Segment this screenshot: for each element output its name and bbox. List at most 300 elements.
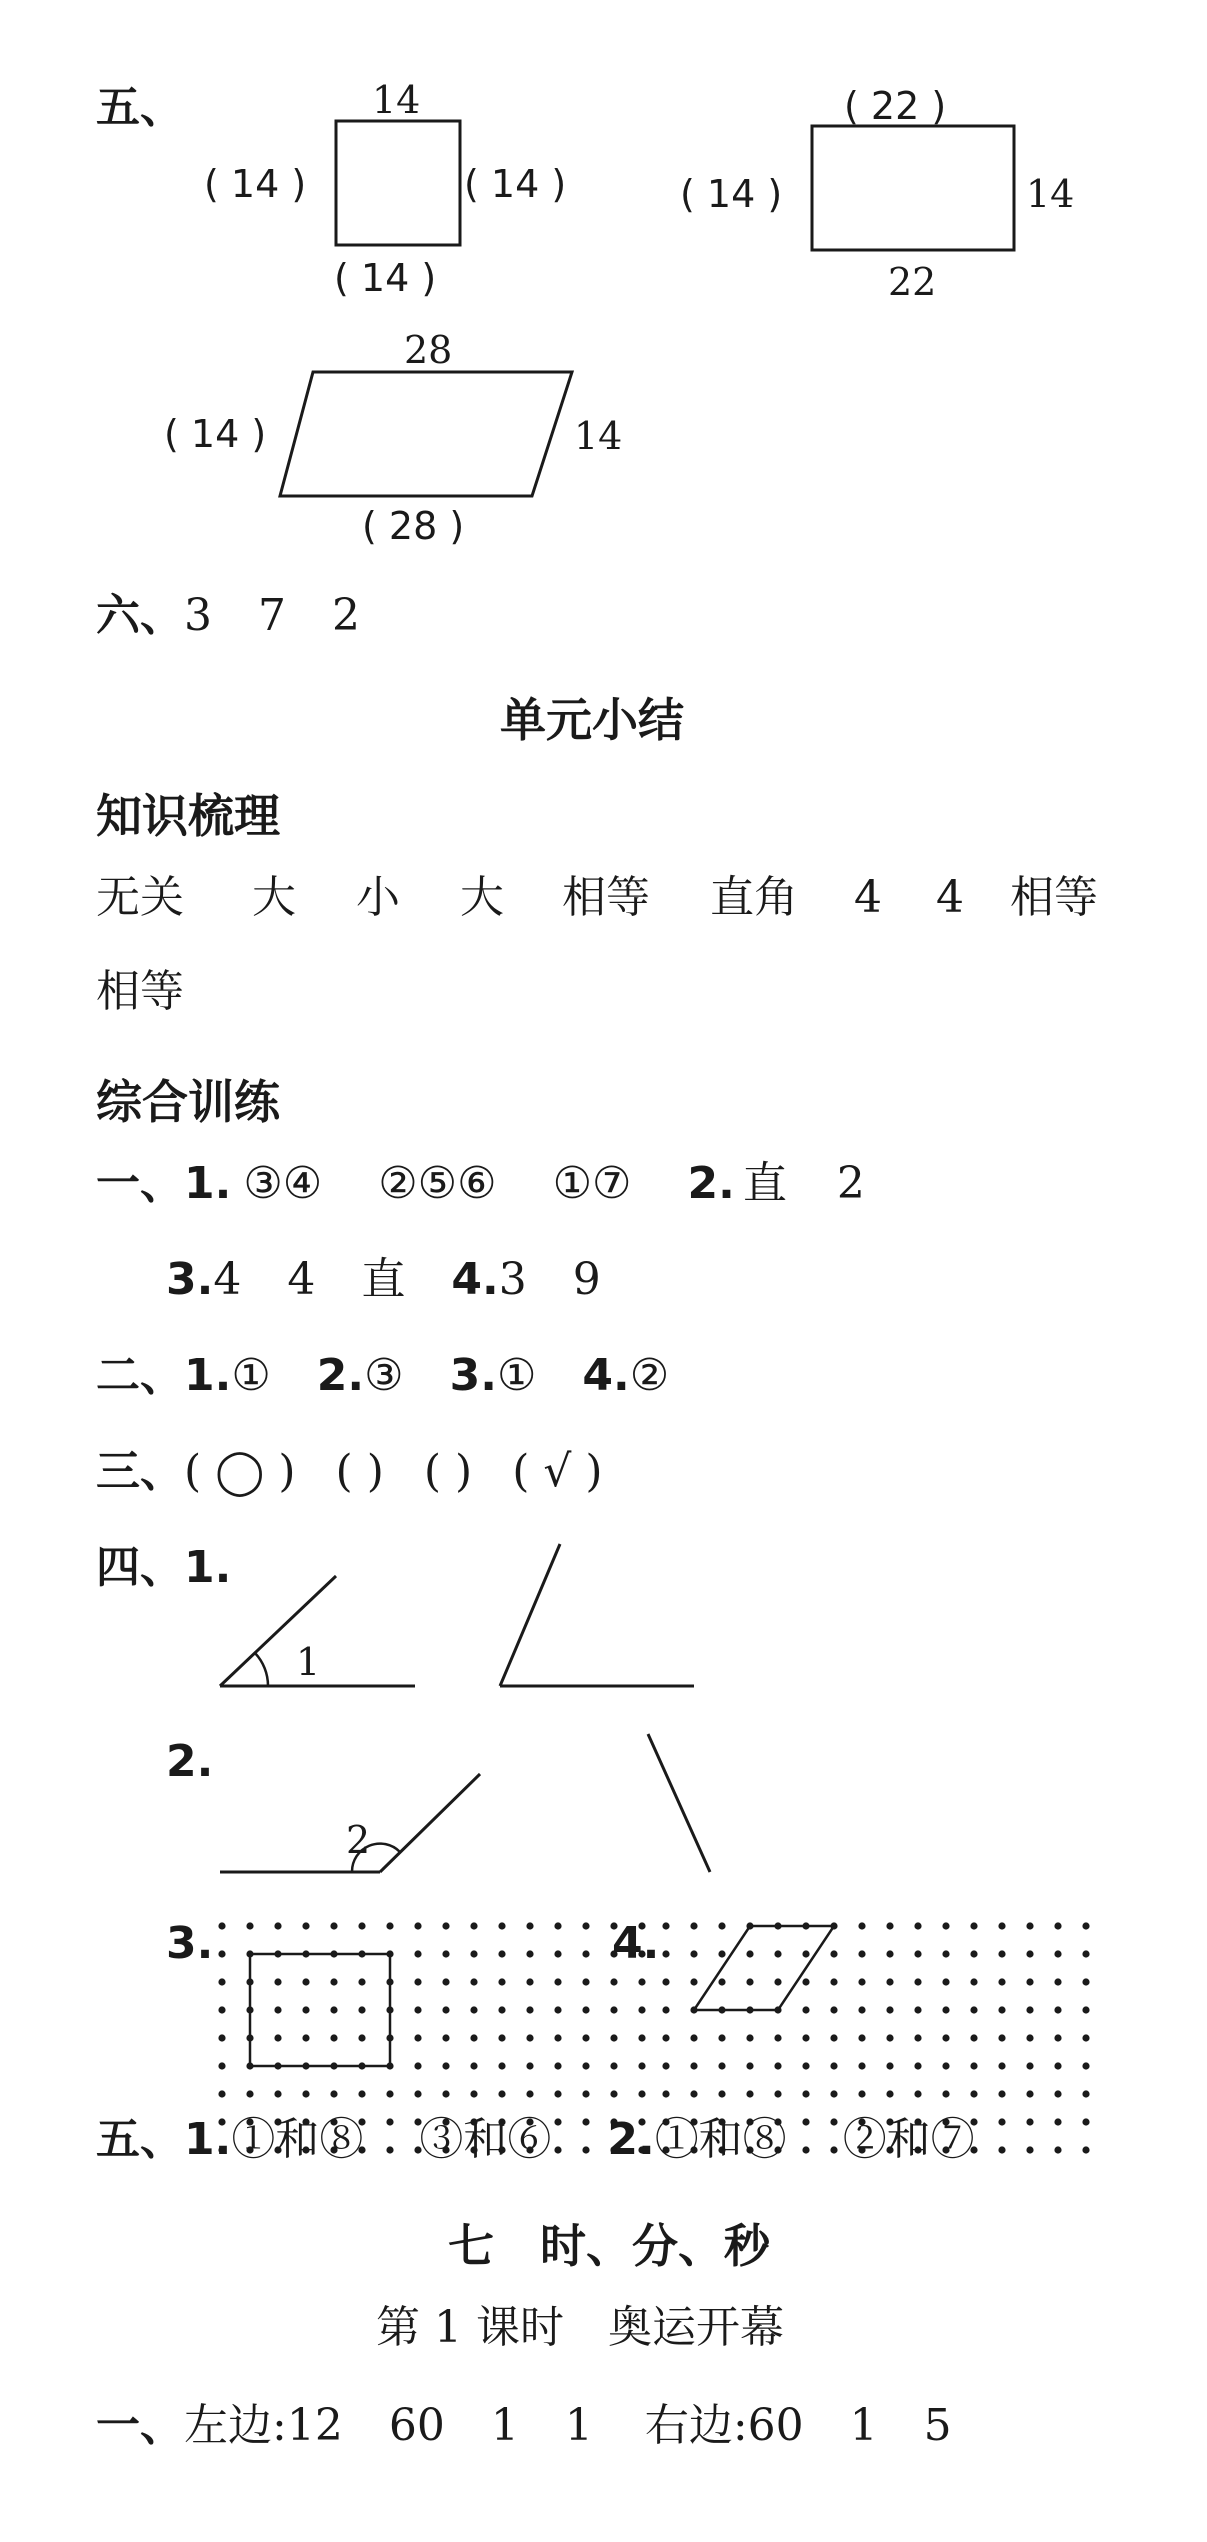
grid-dot <box>942 2062 949 2069</box>
para-left-answer: ( 14 ) <box>164 412 267 456</box>
grid-dot <box>718 2034 725 2041</box>
grid-dot <box>998 2118 1005 2125</box>
grid-dot <box>358 1978 365 1985</box>
chapter-7-title: 七 时、分、秒 <box>448 2219 770 2273</box>
para-bottom-answer: ( 28 ) <box>362 504 465 548</box>
section-6-label: 六、 <box>96 590 184 641</box>
grid-dot <box>498 1922 505 1929</box>
section-6-value: 3 <box>184 590 212 641</box>
grid-dot <box>1026 2090 1033 2097</box>
grid-dot <box>830 2006 837 2013</box>
q1-row-2 <box>166 1254 601 1305</box>
q5-label: 五、 <box>96 2114 184 2165</box>
q4-label: 四、 <box>96 1542 184 1593</box>
grid-dot <box>662 1922 669 1929</box>
grid-dot <box>302 2034 309 2041</box>
grid-dot <box>246 2090 253 2097</box>
q-number: 1. <box>184 1542 232 1593</box>
left-label: 左边: <box>184 2400 287 2451</box>
answer: 直 <box>361 1254 406 1305</box>
grid-dot <box>330 2006 337 2013</box>
grid-dot <box>638 2090 645 2097</box>
grid-dot <box>1054 1978 1061 1985</box>
knowledge-line-1 <box>96 872 1098 923</box>
grid-rectangle <box>250 1954 390 2066</box>
q4-3-number: 3. <box>166 1918 214 1969</box>
grid-dot <box>442 2062 449 2069</box>
grid-dot <box>998 2034 1005 2041</box>
answer: 4 <box>287 1254 316 1305</box>
grid-dot <box>858 2034 865 2041</box>
grid-dot <box>274 1978 281 1985</box>
judgement-answer: ( ) <box>335 1446 384 1497</box>
grid-dot <box>442 1950 449 1957</box>
grid-dot <box>218 1978 225 1985</box>
grid-dot <box>638 2062 645 2069</box>
square-top-label: 14 <box>372 78 421 122</box>
grid-dot <box>610 2006 617 2013</box>
grid-dot <box>358 2006 365 2013</box>
grid-dot <box>1026 2006 1033 2013</box>
grid-dot <box>746 2062 753 2069</box>
answer: 60 <box>747 2400 804 2451</box>
grid-dot <box>886 2006 893 2013</box>
q5-row <box>96 2114 975 2165</box>
answer: 4 <box>213 1254 242 1305</box>
grid-dot <box>942 2006 949 2013</box>
grid-dot <box>526 2006 533 2013</box>
grid-dot <box>470 2034 477 2041</box>
answer: 1 <box>490 2400 519 2451</box>
grid-dot <box>998 1950 1005 1957</box>
training-heading: 综合训练 <box>96 1075 280 1129</box>
grid-dot <box>970 2062 977 2069</box>
grid-dot <box>942 2090 949 2097</box>
grid-dot <box>970 1950 977 1957</box>
grid-dot <box>442 1922 449 1929</box>
grid-dot <box>610 1978 617 1985</box>
grid-dot <box>1082 2090 1089 2097</box>
grid-parallelogram <box>694 1926 834 2010</box>
grid-dot <box>1026 1978 1033 1985</box>
grid-dot <box>414 2006 421 2013</box>
grid-dot <box>330 2090 337 2097</box>
grid-dot <box>470 1950 477 1957</box>
judgement-answer: ( ◯ ) <box>184 1446 296 1497</box>
grid-dot <box>858 1922 865 1929</box>
q2-row <box>96 1350 670 1401</box>
grid-dot <box>218 2034 225 2041</box>
answer: 12 <box>286 2400 343 2451</box>
grid-dot <box>1026 2146 1033 2153</box>
grid-dot <box>858 1950 865 1957</box>
q-number: 2. <box>607 2114 655 2165</box>
knowledge-line-2: 相等 <box>96 966 184 1017</box>
grid-dot <box>582 1950 589 1957</box>
grid-dot <box>830 1978 837 1985</box>
section-6-value: 2 <box>332 590 360 641</box>
grid-dot <box>526 2034 533 2041</box>
grid-dot <box>1054 2062 1061 2069</box>
grid-dot <box>1054 2118 1061 2125</box>
grid-dot <box>942 1922 949 1929</box>
grid-dot <box>610 2062 617 2069</box>
grid-dot <box>414 2034 421 2041</box>
grid-dot <box>886 2062 893 2069</box>
answer: ③④ <box>243 1158 323 1209</box>
grid-dot <box>802 1950 809 1957</box>
grid-dot <box>470 2006 477 2013</box>
grid-dot <box>1026 1950 1033 1957</box>
q2-label: 二、 <box>96 1350 184 1401</box>
grid-dot <box>718 2090 725 2097</box>
angle-1-answer-figure <box>500 1544 694 1686</box>
parallelogram-figure <box>280 372 572 496</box>
grid-dot <box>998 1922 1005 1929</box>
grid-dot <box>526 2090 533 2097</box>
q-number: 2. <box>687 1158 735 1209</box>
grid-dot <box>718 1922 725 1929</box>
knowledge-answer: 无关 <box>96 872 184 923</box>
grid-dot <box>526 1950 533 1957</box>
grid-dot <box>470 2062 477 2069</box>
answer: 1 <box>564 2400 593 2451</box>
grid-dot <box>914 2090 921 2097</box>
grid-dot <box>746 1978 753 1985</box>
angle-2-label: 2 <box>346 1818 371 1862</box>
right-label: 右边: <box>644 2400 748 2451</box>
grid-dot <box>774 2062 781 2069</box>
answer: ②⑤⑥ <box>378 1158 497 1209</box>
grid-dot <box>942 1978 949 1985</box>
grid-dot <box>414 2062 421 2069</box>
knowledge-answer: 大 <box>252 872 296 923</box>
section-6 <box>96 590 360 641</box>
grid-dot <box>358 2034 365 2041</box>
grid-dot <box>690 2062 697 2069</box>
grid-dot <box>690 1950 697 1957</box>
grid-dot <box>1054 1922 1061 1929</box>
judgement-answer: ( ) <box>423 1446 473 1497</box>
unit-summary-title: 单元小结 <box>500 693 684 747</box>
grid-dot <box>942 2034 949 2041</box>
answer: 1 <box>849 2400 878 2451</box>
square-figure <box>336 121 460 245</box>
grid-dot <box>886 1978 893 1985</box>
q4-2-number: 2. <box>166 1736 214 1787</box>
grid-dot <box>582 1978 589 1985</box>
angle-1-label: 1 <box>296 1640 321 1684</box>
grid-dot <box>274 2034 281 2041</box>
grid-dot <box>662 2006 669 2013</box>
q-number: 1. <box>184 1350 232 1401</box>
grid-dot <box>746 1950 753 1957</box>
grid-dot <box>1082 2118 1089 2125</box>
grid-dot <box>526 1922 533 1929</box>
grid-dot <box>914 1950 921 1957</box>
grid-dot <box>746 2034 753 2041</box>
knowledge-answer: 相等 <box>562 872 650 923</box>
grid-dot <box>830 1950 837 1957</box>
knowledge-answer: 直角 <box>710 872 798 923</box>
grid-dot <box>690 1922 697 1929</box>
grid-dot <box>302 1978 309 1985</box>
knowledge-answer: 相等 <box>1010 872 1098 923</box>
q-number: 4. <box>582 1350 630 1401</box>
grid-dot <box>554 1978 561 1985</box>
grid-dot <box>302 2090 309 2097</box>
grid-dot <box>662 2090 669 2097</box>
grid-dot <box>1054 2006 1061 2013</box>
grid-dot <box>1054 1950 1061 1957</box>
grid-dot <box>914 1978 921 1985</box>
grid-dot <box>1026 2118 1033 2125</box>
grid-dot <box>998 2006 1005 2013</box>
answer: ①⑦ <box>552 1158 632 1209</box>
grid-dot <box>554 2062 561 2069</box>
grid-dot <box>218 2090 225 2097</box>
answer: ①和⑧ <box>654 2114 787 2165</box>
grid-dot <box>774 1950 781 1957</box>
rect-top-answer: ( 22 ) <box>844 84 947 128</box>
para-top-label: 28 <box>404 328 453 372</box>
grid-dot <box>498 2090 505 2097</box>
knowledge-answer: 4 <box>936 872 964 923</box>
lesson-title: 第 1 课时 奥运开幕 <box>376 2302 784 2353</box>
last-line-label: 一、 <box>96 2400 184 2451</box>
knowledge-answer: 大 <box>460 872 504 923</box>
grid-dot <box>302 2006 309 2013</box>
grid-dot <box>582 2006 589 2013</box>
grid-dot <box>914 2062 921 2069</box>
grid-dot <box>358 1922 365 1929</box>
grid-dot <box>442 1978 449 1985</box>
grid-dot <box>914 2034 921 2041</box>
answer: ① <box>496 1350 537 1401</box>
grid-dot <box>970 2006 977 2013</box>
grid-dot <box>526 1978 533 1985</box>
grid-dot <box>1082 2146 1089 2153</box>
grid-dot <box>690 2034 697 2041</box>
q1-label: 一、 <box>96 1158 184 1209</box>
rect-bottom-label: 22 <box>888 260 937 304</box>
grid-dot <box>970 1922 977 1929</box>
grid-dot <box>1026 2034 1033 2041</box>
grid-dot <box>914 2006 921 2013</box>
grid-dot <box>998 2062 1005 2069</box>
grid-dot <box>554 1950 561 1957</box>
grid-dot <box>386 1922 393 1929</box>
grid-dot <box>774 1978 781 1985</box>
grid-dot <box>582 2034 589 2041</box>
grid-dot <box>414 1978 421 1985</box>
grid-dot <box>970 1978 977 1985</box>
grid-dot <box>662 2034 669 2041</box>
last-line <box>96 2400 952 2451</box>
square-bottom-answer: ( 14 ) <box>334 256 437 300</box>
grid-dot <box>718 1978 725 1985</box>
grid-dot <box>774 2090 781 2097</box>
grid-dot <box>1054 2090 1061 2097</box>
grid-dot <box>610 2090 617 2097</box>
judgement-answer: ( √ ) <box>512 1446 603 1497</box>
grid-dot <box>802 2090 809 2097</box>
grid-dot <box>330 1922 337 1929</box>
grid-dot <box>442 2034 449 2041</box>
grid-dot <box>1054 2034 1061 2041</box>
angle-2-answer-figure <box>648 1734 710 1872</box>
knowledge-answer: 小 <box>356 872 400 923</box>
grid-dot <box>662 1978 669 1985</box>
section-5-label: 五、 <box>96 82 184 133</box>
grid-dot <box>858 2006 865 2013</box>
q-number: 3. <box>449 1350 497 1401</box>
q4-4-number: 4. <box>612 1918 660 1969</box>
grid-dot <box>218 1922 225 1929</box>
grid-dot <box>942 1950 949 1957</box>
grid-dot <box>914 1922 921 1929</box>
grid-dot <box>998 2090 1005 2097</box>
answer: 3 <box>498 1254 527 1305</box>
grid-dot <box>690 2090 697 2097</box>
grid-dot <box>610 2034 617 2041</box>
grid-dot <box>498 2062 505 2069</box>
grid-dot <box>638 1978 645 1985</box>
grid-dot <box>470 1978 477 1985</box>
grid-dot <box>582 2062 589 2069</box>
grid-dot <box>802 1978 809 1985</box>
grid-dot <box>830 2062 837 2069</box>
grid-dot <box>1082 1950 1089 1957</box>
knowledge-heading: 知识梳理 <box>96 789 280 843</box>
grid-dot <box>970 2090 977 2097</box>
grid-dot <box>554 2034 561 2041</box>
grid-dot <box>802 2062 809 2069</box>
grid-dot <box>274 2006 281 2013</box>
grid-dot <box>662 1950 669 1957</box>
grid-dot <box>662 2062 669 2069</box>
grid-dot <box>274 1922 281 1929</box>
answer: 9 <box>572 1254 601 1305</box>
grid-dot <box>690 1978 697 1985</box>
grid-dot <box>718 2062 725 2069</box>
q-number: 3. <box>166 1254 214 1305</box>
grid-dot <box>998 2146 1005 2153</box>
grid-dot <box>246 1922 253 1929</box>
answer: 直 <box>742 1158 787 1209</box>
grid-dot <box>886 1922 893 1929</box>
grid-dot <box>386 2090 393 2097</box>
grid-dot <box>498 1978 505 1985</box>
grid-dot <box>470 2090 477 2097</box>
q3-label: 三、 <box>96 1446 184 1497</box>
answer: ①和⑧ <box>231 2114 364 2165</box>
rect-right-label: 14 <box>1026 172 1075 216</box>
q-number: 2. <box>316 1350 365 1401</box>
grid-dot <box>886 2034 893 2041</box>
section-6-value: 7 <box>258 590 286 641</box>
grid-dot <box>774 2034 781 2041</box>
grid-dot <box>830 2090 837 2097</box>
answer: ③ <box>364 1350 404 1401</box>
grid-dot <box>1082 2062 1089 2069</box>
grid-dot <box>998 1978 1005 1985</box>
grid-dot <box>858 1978 865 1985</box>
square-right-answer: ( 14 ) <box>464 162 567 206</box>
grid-dot <box>1026 1922 1033 1929</box>
answer: 5 <box>923 2400 952 2451</box>
rectangle-figure <box>812 126 1014 250</box>
grid-dot <box>1082 2034 1089 2041</box>
grid-dot <box>526 2062 533 2069</box>
grid-dot <box>358 2090 365 2097</box>
grid-dot <box>498 2034 505 2041</box>
grid-dot <box>858 2090 865 2097</box>
grid-dot <box>582 1922 589 1929</box>
grid-dot <box>638 2034 645 2041</box>
grid-dot <box>442 2090 449 2097</box>
grid-dot <box>582 2090 589 2097</box>
grid-dot <box>830 2034 837 2041</box>
grid-dot <box>1054 2146 1061 2153</box>
grid-dot <box>302 1922 309 1929</box>
answer: ① <box>231 1350 271 1401</box>
para-right-label: 14 <box>574 414 623 458</box>
answer: ② <box>629 1350 670 1401</box>
q-number: 4. <box>451 1254 499 1305</box>
grid-dot <box>1082 2006 1089 2013</box>
grid-dot <box>886 1950 893 1957</box>
grid-dot <box>442 2006 449 2013</box>
grid-dot <box>274 2090 281 2097</box>
grid-dot <box>554 1922 561 1929</box>
grid-dot <box>802 2034 809 2041</box>
grid-dot <box>746 2090 753 2097</box>
grid-dot <box>414 1922 421 1929</box>
grid-dot <box>970 2034 977 2041</box>
q3-row <box>96 1446 603 1497</box>
grid-dot <box>498 2006 505 2013</box>
grid-dot <box>1082 1978 1089 1985</box>
grid-dot <box>1082 1922 1089 1929</box>
grid-dot <box>218 2062 225 2069</box>
grid-dot <box>554 2090 561 2097</box>
grid-dot <box>638 2006 645 2013</box>
q4-heading <box>96 1542 232 1593</box>
grid-dot <box>886 2090 893 2097</box>
grid-dot <box>718 1950 725 1957</box>
grid-dot <box>858 2062 865 2069</box>
grid-dot <box>1026 2062 1033 2069</box>
square-left-answer: ( 14 ) <box>204 162 307 206</box>
answer: ②和⑦ <box>842 2114 975 2165</box>
grid-dot <box>802 2006 809 2013</box>
grid-dot <box>414 2090 421 2097</box>
grid-dot <box>330 2034 337 2041</box>
grid-dot <box>414 1950 421 1957</box>
rect-left-answer: ( 14 ) <box>680 172 783 216</box>
q-number: 1. <box>184 2114 232 2165</box>
grid-dot <box>330 1978 337 1985</box>
grid-dot <box>470 1922 477 1929</box>
knowledge-answer: 4 <box>854 872 882 923</box>
grid-dot <box>554 2006 561 2013</box>
q-number: 1. <box>184 1158 232 1209</box>
answer: 2 <box>836 1158 865 1209</box>
grid-dot <box>218 1950 225 1957</box>
answer: ③和⑥ <box>419 2114 552 2165</box>
q1-row-1 <box>96 1158 865 1209</box>
